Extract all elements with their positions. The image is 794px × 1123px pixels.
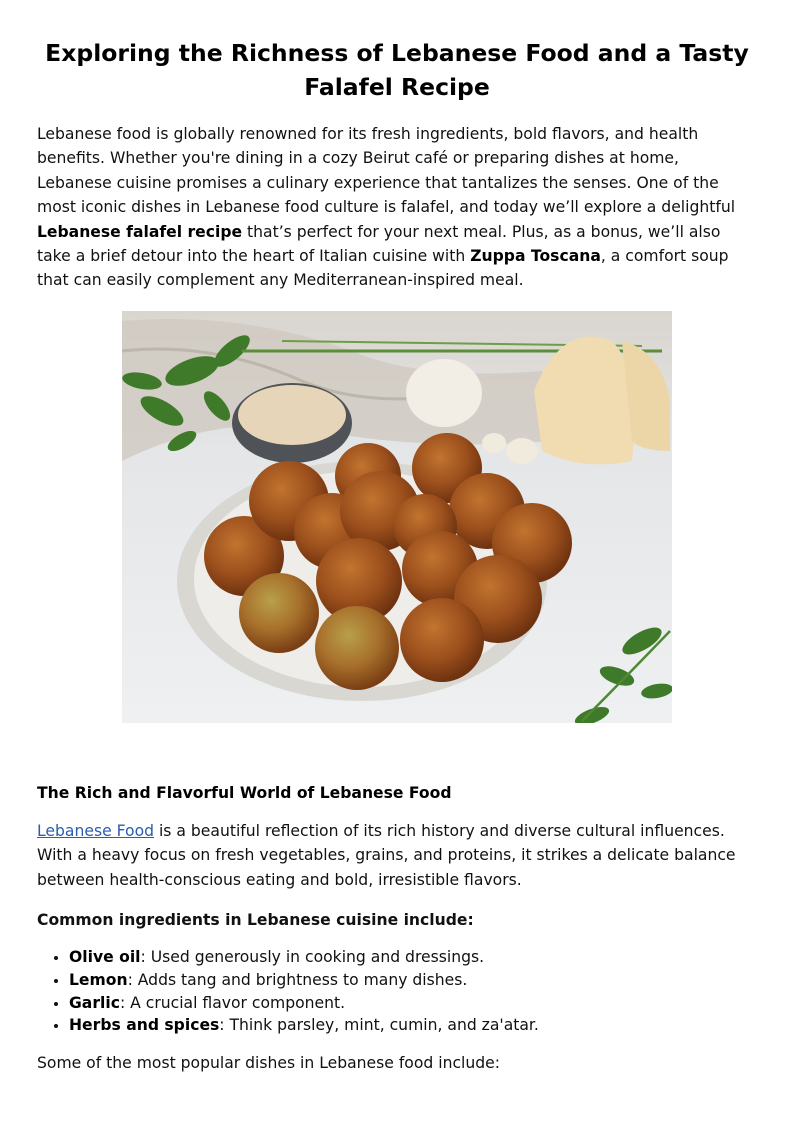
popular-dishes-intro: Some of the most popular dishes in Lebanese food include: — [37, 1053, 500, 1072]
ingredient-term: Lemon — [69, 971, 128, 990]
list-item — [69, 946, 757, 969]
ingredient-desc: : A crucial flavor component. — [119, 993, 346, 1012]
list-item — [69, 1014, 757, 1037]
ingredient-term: Garlic — [69, 993, 120, 1012]
ingredient-term: Herbs and spices — [69, 1016, 220, 1035]
lebanese-food-paragraph — [37, 819, 757, 892]
ingredients-list — [37, 946, 757, 1036]
intro-text-3: , a comfort soup that can easily complement any Mediterranean-inspired meal. — [37, 247, 729, 290]
list-item — [69, 992, 757, 1015]
ingredient-desc: : Think parsley, mint, cumin, and za'atar. — [219, 1016, 539, 1035]
lebanese-food-link[interactable]: Lebanese Food — [37, 821, 155, 840]
intro-paragraph — [37, 122, 757, 293]
page-title: Exploring the Richness of Lebanese Food and a Tasty Falafel Recipe — [45, 39, 749, 101]
ingredient-desc: : Adds tang and brightness to many dishes. — [127, 971, 468, 990]
intro-bold-zuppa: Zuppa Toscana — [470, 247, 601, 266]
falafel-photo — [122, 311, 672, 723]
section-heading-lebanese-food: The Rich and Flavorful World of Lebanese Food — [37, 783, 452, 802]
lebanese-food-paragraph-text: is a beautiful reflection of its rich history and diverse cultural influences. With a heavy focus on fresh vegetables, grains, and proteins, it strikes a delicate balance between health-conscious eating and bold, irresistible flavors. — [37, 821, 736, 889]
intro-text-1: Lebanese food is globally renowned for its fresh ingredients, bold flavors, and health benefits. Whether you're dining in a cozy Beirut café or preparing dishes at home, Lebanese cuisine promises a culinary experience that tantalizes the senses. One of the most iconic dishes in Lebanese food culture is falafel, and today we’ll explore a delightful — [37, 125, 736, 217]
intro-text-2: that’s perfect for your next meal. Plus, as a bonus, we’ll also take a brief detour into the heart of Italian cuisine with — [37, 222, 721, 266]
list-item — [69, 969, 757, 992]
ingredient-desc: : Used generously in cooking and dressings. — [140, 948, 485, 967]
intro-bold-falafel: Lebanese falafel recipe — [37, 222, 243, 241]
ingredient-term: Olive oil — [69, 948, 141, 967]
ingredients-heading: Common ingredients in Lebanese cuisine include: — [37, 911, 474, 930]
